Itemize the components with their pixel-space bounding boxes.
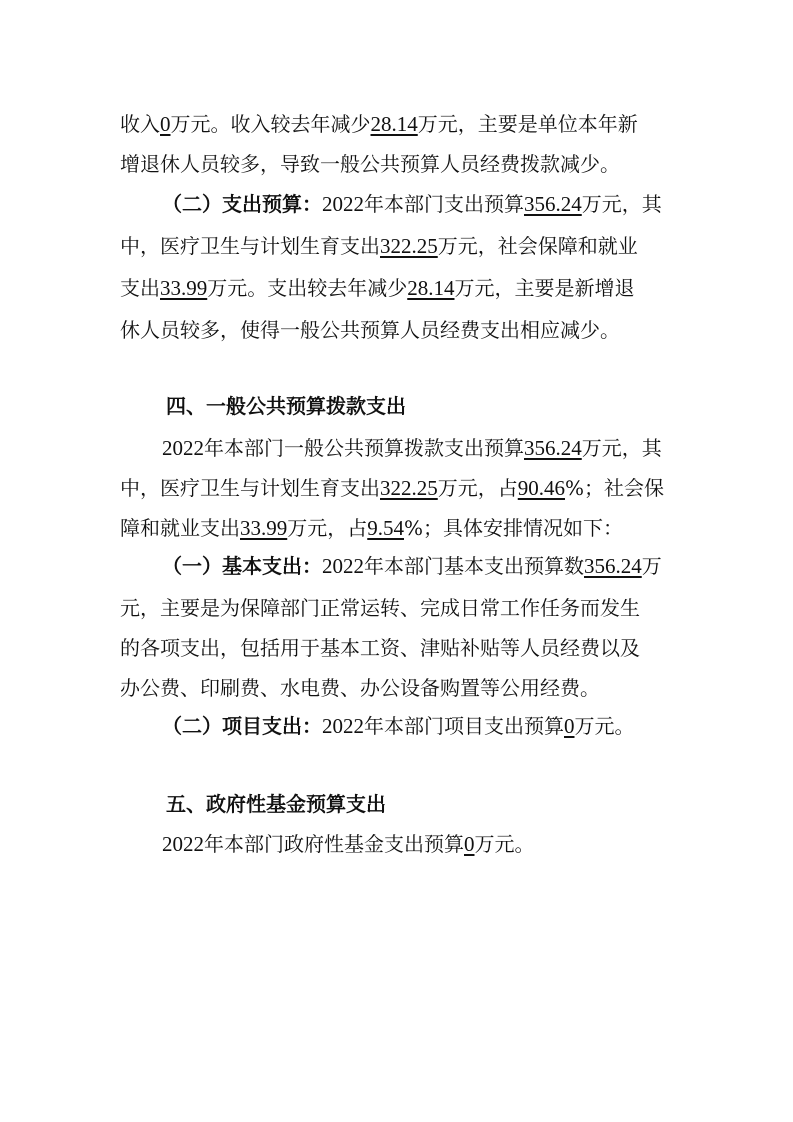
- text: 万元。收入较去年减少: [170, 112, 371, 136]
- text: 万元，其: [581, 192, 662, 216]
- amount: 356.24: [524, 192, 582, 216]
- text: 中，医疗卫生与计划生育支出: [120, 476, 380, 500]
- paragraph-line: [120, 514, 623, 542]
- text: 年本部门政府性基金支出预算: [204, 832, 464, 856]
- amount: 0: [564, 714, 575, 738]
- text: 万元。支出较去年减少: [207, 276, 408, 300]
- text: %；社会保: [565, 476, 665, 500]
- text: 万元，社会保障和就业: [437, 234, 638, 258]
- paragraph-line: [120, 150, 620, 178]
- section-lead: （二）支出预算：: [162, 192, 322, 216]
- paragraph-line: [162, 830, 535, 858]
- text: 年本部门一般公共预算拨款支出预算: [204, 436, 524, 460]
- amount: 322.25: [380, 476, 438, 500]
- text: 万元，主要是新增退: [454, 276, 635, 300]
- text: 万元，主要是单位本年新: [417, 112, 638, 136]
- amount: 0: [464, 832, 475, 856]
- year: 2022: [162, 436, 204, 460]
- text: 的各项支出，包括用于基本工资、津贴补贴等人员经费以及: [120, 636, 640, 660]
- text: 支出: [120, 276, 160, 300]
- paragraph-line: [120, 474, 664, 502]
- text: 收入: [120, 112, 160, 136]
- year: 2022: [322, 554, 364, 578]
- text: 中，医疗卫生与计划生育支出: [120, 234, 380, 258]
- percent: 90.46: [517, 476, 565, 500]
- section-lead: （二）项目支出：: [162, 714, 322, 738]
- paragraph-line: [120, 674, 600, 702]
- text: 障和就业支出: [120, 516, 240, 540]
- text: 万元，其: [581, 436, 662, 460]
- text: 年本部门支出预算: [364, 192, 524, 216]
- paragraph-line: [120, 274, 635, 302]
- text: 万元。: [474, 832, 535, 856]
- text: 年本部门基本支出预算数: [364, 554, 584, 578]
- text: %；具体安排情况如下：: [404, 516, 624, 540]
- year: 2022: [322, 714, 364, 738]
- text: 元，主要是为保障部门正常运转、完成日常工作任务而发生: [120, 596, 640, 620]
- percent: 9.54: [367, 516, 404, 540]
- amount: 0: [160, 112, 171, 136]
- amount: 322.25: [380, 234, 438, 258]
- section-heading: 五、政府性基金预算支出: [166, 792, 386, 816]
- paragraph-line: [120, 316, 620, 344]
- amount: 28.14: [407, 276, 455, 300]
- amount: 33.99: [160, 276, 208, 300]
- paragraph-line: [120, 594, 640, 622]
- text: 增退休人员较多，导致一般公共预算人员经费拨款减少。: [120, 152, 620, 176]
- year: 2022: [322, 192, 364, 216]
- paragraph-line: [162, 434, 662, 462]
- section-lead: （一）基本支出：: [162, 554, 322, 578]
- amount: 33.99: [240, 516, 288, 540]
- text: 万元，占: [437, 476, 518, 500]
- text: 万: [641, 554, 662, 578]
- paragraph-line: [162, 712, 635, 740]
- amount: 356.24: [584, 554, 642, 578]
- text: 年本部门项目支出预算: [364, 714, 564, 738]
- paragraph-line: [120, 110, 638, 138]
- paragraph-line: [120, 232, 638, 260]
- text: 万元。: [574, 714, 635, 738]
- amount: 356.24: [524, 436, 582, 460]
- text: 万元，占: [287, 516, 368, 540]
- amount: 28.14: [370, 112, 418, 136]
- text: 休人员较多，使得一般公共预算人员经费支出相应减少。: [120, 318, 620, 342]
- paragraph-line: [162, 190, 662, 218]
- section-heading: 四、一般公共预算拨款支出: [166, 394, 406, 418]
- paragraph-line: [162, 552, 662, 580]
- year: 2022: [162, 832, 204, 856]
- text: 办公费、印刷费、水电费、办公设备购置等公用经费。: [120, 676, 600, 700]
- paragraph-line: [120, 634, 640, 662]
